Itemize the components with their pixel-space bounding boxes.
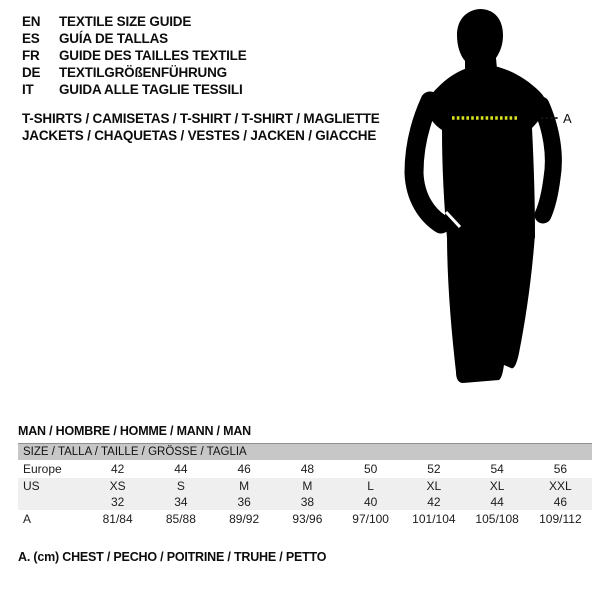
size-table-body <box>18 460 592 528</box>
size-cell: L <box>339 478 402 494</box>
size-cell: 48 <box>300 462 315 476</box>
lang-row-es <box>22 30 247 47</box>
section-title-man: MAN / HOMBRE / HOMME / MANN / MAN <box>18 424 251 438</box>
lang-code: EN <box>22 14 41 29</box>
table-row <box>18 478 592 494</box>
size-cell: 56 <box>553 462 568 476</box>
size-cell: 44 <box>174 462 188 476</box>
lang-row-fr <box>22 47 247 64</box>
size-cell: 109/112 <box>539 512 582 526</box>
lang-label: GUIDA ALLE TAGLIE TESSILI <box>59 82 243 97</box>
row-label: Europe <box>23 462 62 476</box>
size-cell: M <box>213 478 276 494</box>
row-label: US <box>18 478 86 494</box>
size-cell: 81/84 <box>102 512 133 526</box>
size-cell: 50 <box>363 462 378 476</box>
lang-row-de <box>22 64 247 81</box>
size-cell: 36 <box>213 494 276 510</box>
size-cell: 93/96 <box>292 512 323 526</box>
size-cell: M <box>276 478 339 494</box>
size-cell: 42 <box>110 462 125 476</box>
measure-label-a: A <box>563 111 572 126</box>
size-cell: 52 <box>427 462 441 476</box>
table-row <box>18 494 592 510</box>
size-cell: 32 <box>86 494 149 510</box>
man-legs <box>447 234 535 383</box>
size-cell: 97/100 <box>352 512 389 526</box>
table-row <box>18 460 592 478</box>
man-head <box>457 9 503 73</box>
lang-label: TEXTILGRÖßENFÜHRUNG <box>59 65 227 80</box>
size-table-header-row <box>18 444 592 461</box>
size-cell: 46 <box>237 462 251 476</box>
lang-code: IT <box>22 82 34 97</box>
size-cell: 34 <box>149 494 212 510</box>
size-table <box>18 443 592 528</box>
language-title-block <box>22 13 247 98</box>
row-label: A <box>23 512 32 526</box>
size-cell: XS <box>86 478 149 494</box>
size-cell: XL <box>402 478 465 494</box>
lang-code: FR <box>22 48 40 63</box>
category-line-tshirts: T-SHIRTS / CAMISETAS / T-SHIRT / T-SHIRT / MAGLIETTE <box>22 111 380 126</box>
size-cell: 40 <box>339 494 402 510</box>
lang-code: DE <box>22 65 41 80</box>
lang-code: ES <box>22 31 40 46</box>
size-cell: 44 <box>466 494 529 510</box>
man-arm-right <box>541 105 553 215</box>
size-cell: 46 <box>529 494 592 510</box>
category-lines <box>22 110 380 144</box>
size-table-header: SIZE / TALLA / TAILLE / GRÖSSE / TAGLIA <box>18 444 592 461</box>
lang-row-en <box>22 13 247 30</box>
size-cell: 54 <box>490 462 504 476</box>
man-torso <box>425 64 546 238</box>
size-cell: XL <box>466 478 529 494</box>
lang-label: GUÍA DE TALLAS <box>59 31 168 46</box>
size-cell: 85/88 <box>165 512 196 526</box>
man-silhouette-figure <box>400 8 575 388</box>
lang-row-it <box>22 81 247 98</box>
size-cell: S <box>149 478 212 494</box>
size-cell: 42 <box>402 494 465 510</box>
category-line-jackets: JACKETS / CHAQUETAS / VESTES / JACKEN / GIACCHE <box>22 128 377 143</box>
size-cell: 38 <box>276 494 339 510</box>
lang-label: GUIDE DES TAILLES TEXTILE <box>59 48 247 63</box>
size-cell: 105/108 <box>475 512 519 526</box>
size-cell: 101/104 <box>412 512 456 526</box>
lang-label: TEXTILE SIZE GUIDE <box>59 14 192 29</box>
table-row <box>18 510 592 528</box>
row-label <box>18 494 86 510</box>
size-cell: XXL <box>529 478 592 494</box>
size-cell: 89/92 <box>229 512 260 526</box>
measurement-footnote: A. (cm) CHEST / PECHO / POITRINE / TRUHE / PETTO <box>18 550 327 564</box>
